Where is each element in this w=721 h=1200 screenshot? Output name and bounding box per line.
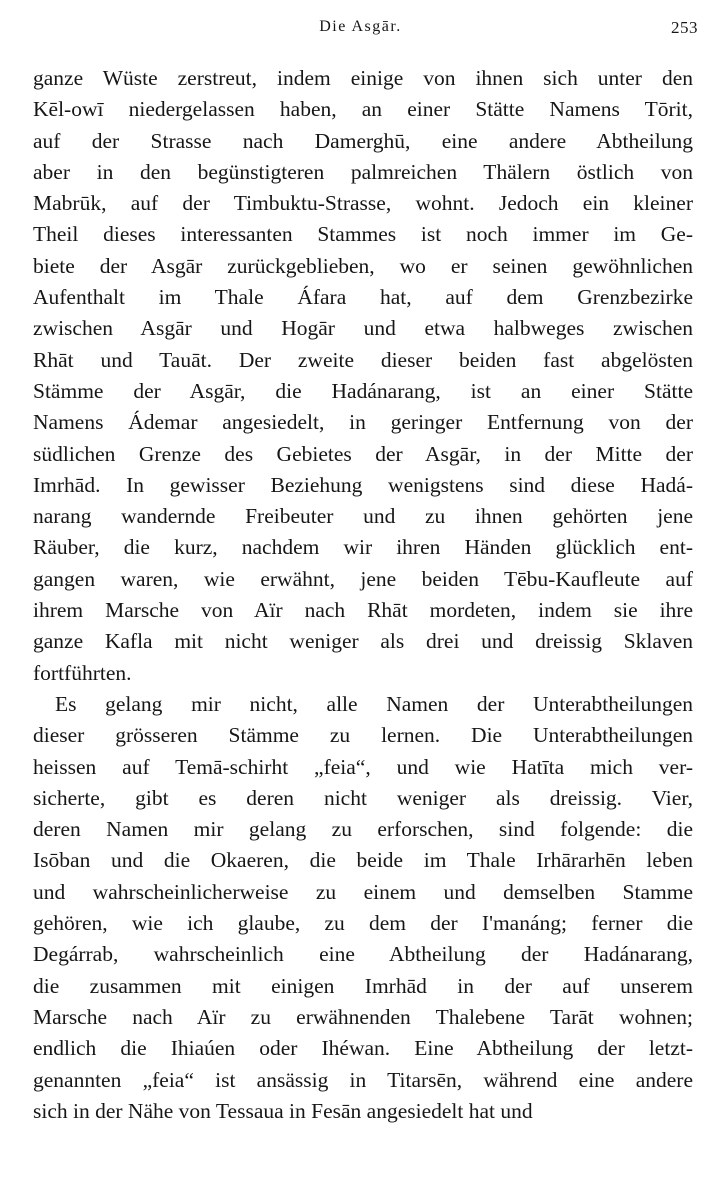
text-line: die zusammen mit einigen Imrhād in der auf unserem <box>33 973 693 998</box>
running-title: Die Asgār. <box>319 18 402 35</box>
page-number: 253 <box>671 18 698 37</box>
text-line: deren Namen mir gelang zu erforschen, sind folgende: die <box>33 817 693 842</box>
text-line: ihrem Marsche von Aïr nach Rhāt mordeten, indem sie ihre <box>33 598 693 623</box>
text-line: auf der Strasse nach Damerghū, eine andere Abtheilung <box>33 128 693 153</box>
text-line: Marsche nach Aïr zu erwähnenden Thalebene Tarāt wohnen; <box>33 1004 693 1029</box>
text-line: Isōban und die Okaeren, die beide im Thale Irhārarhēn leben <box>33 848 693 873</box>
text-line: narang wandernde Freibeuter und zu ihnen gehörten jene <box>33 504 693 529</box>
page-header <box>0 18 721 44</box>
text-line: südlichen Grenze des Gebietes der Asgār, in der Mitte der <box>33 441 693 466</box>
text-line: aber in den begünstigteren palmreichen Thälern östlich von <box>33 159 693 184</box>
text-line: biete der Asgār zurückgeblieben, wo er seinen gewöhnlichen <box>33 253 693 278</box>
text-line: Aufenthalt im Thale Áfara hat, auf dem Grenzbezirke <box>33 285 693 310</box>
text-line: und wahrscheinlicherweise zu einem und demselben Stamme <box>33 879 693 904</box>
text-line: ganze Wüste zerstreut, indem einige von ihnen sich unter den <box>33 66 693 90</box>
text-line: Stämme der Asgār, die Hadánarang, ist an einer Stätte <box>33 378 693 403</box>
text-line: Räuber, die kurz, nachdem wir ihren Händen glücklich ent- <box>33 535 693 560</box>
text-line: Theil dieses interessanten Stammes ist noch immer im Ge- <box>33 222 693 247</box>
text-line: zwischen Asgār und Hogār und etwa halbweges zwischen <box>33 316 693 341</box>
text-line: Degárrab, wahrscheinlich eine Abtheilung der Hadánarang, <box>33 942 693 967</box>
text-line: Namens Ádemar angesiedelt, in geringer Entfernung von der <box>33 410 693 435</box>
text-line: dieser grösseren Stämme zu lernen. Die Unterabtheilungen <box>33 723 693 748</box>
text-line: ganze Kafla mit nicht weniger als drei und dreissig Sklaven <box>33 629 693 654</box>
paragraph <box>33 63 693 689</box>
body-text <box>33 63 693 1127</box>
text-line: sich in der Nähe von Tessaua in Fesān angesiedelt hat und <box>33 1098 533 1123</box>
text-line: Mabrūk, auf der Timbuktu-Strasse, wohnt. Jedoch ein kleiner <box>33 191 693 216</box>
text-line: heissen auf Temā-schirht „feia“, und wie Hatīta mich ver- <box>33 754 693 779</box>
text-line: gehören, wie ich glaube, zu dem der I'manáng; ferner die <box>33 911 693 936</box>
text-line: gangen waren, wie erwähnt, jene beiden Tēbu-Kaufleute auf <box>33 566 693 591</box>
text-line: Es gelang mir nicht, alle Namen der Unterabtheilungen <box>55 691 693 716</box>
text-line: fortführten. <box>33 660 132 685</box>
text-line: genannten „feia“ ist ansässig in Titarsēn, während eine andere <box>33 1067 693 1092</box>
text-line: sicherte, gibt es deren nicht weniger als dreissig. Vier, <box>33 785 693 810</box>
text-line: endlich die Ihiaúen oder Ihéwan. Eine Abtheilung der letzt- <box>33 1036 693 1061</box>
text-line: Rhāt und Tauāt. Der zweite dieser beiden fast abgelösten <box>33 347 693 372</box>
text-line: Kēl-owī niedergelassen haben, an einer Stätte Namens Tōrit, <box>33 97 693 122</box>
paragraph <box>33 689 693 1127</box>
text-line: Imrhād. In gewisser Beziehung wenigstens sind diese Hadá- <box>33 472 693 497</box>
